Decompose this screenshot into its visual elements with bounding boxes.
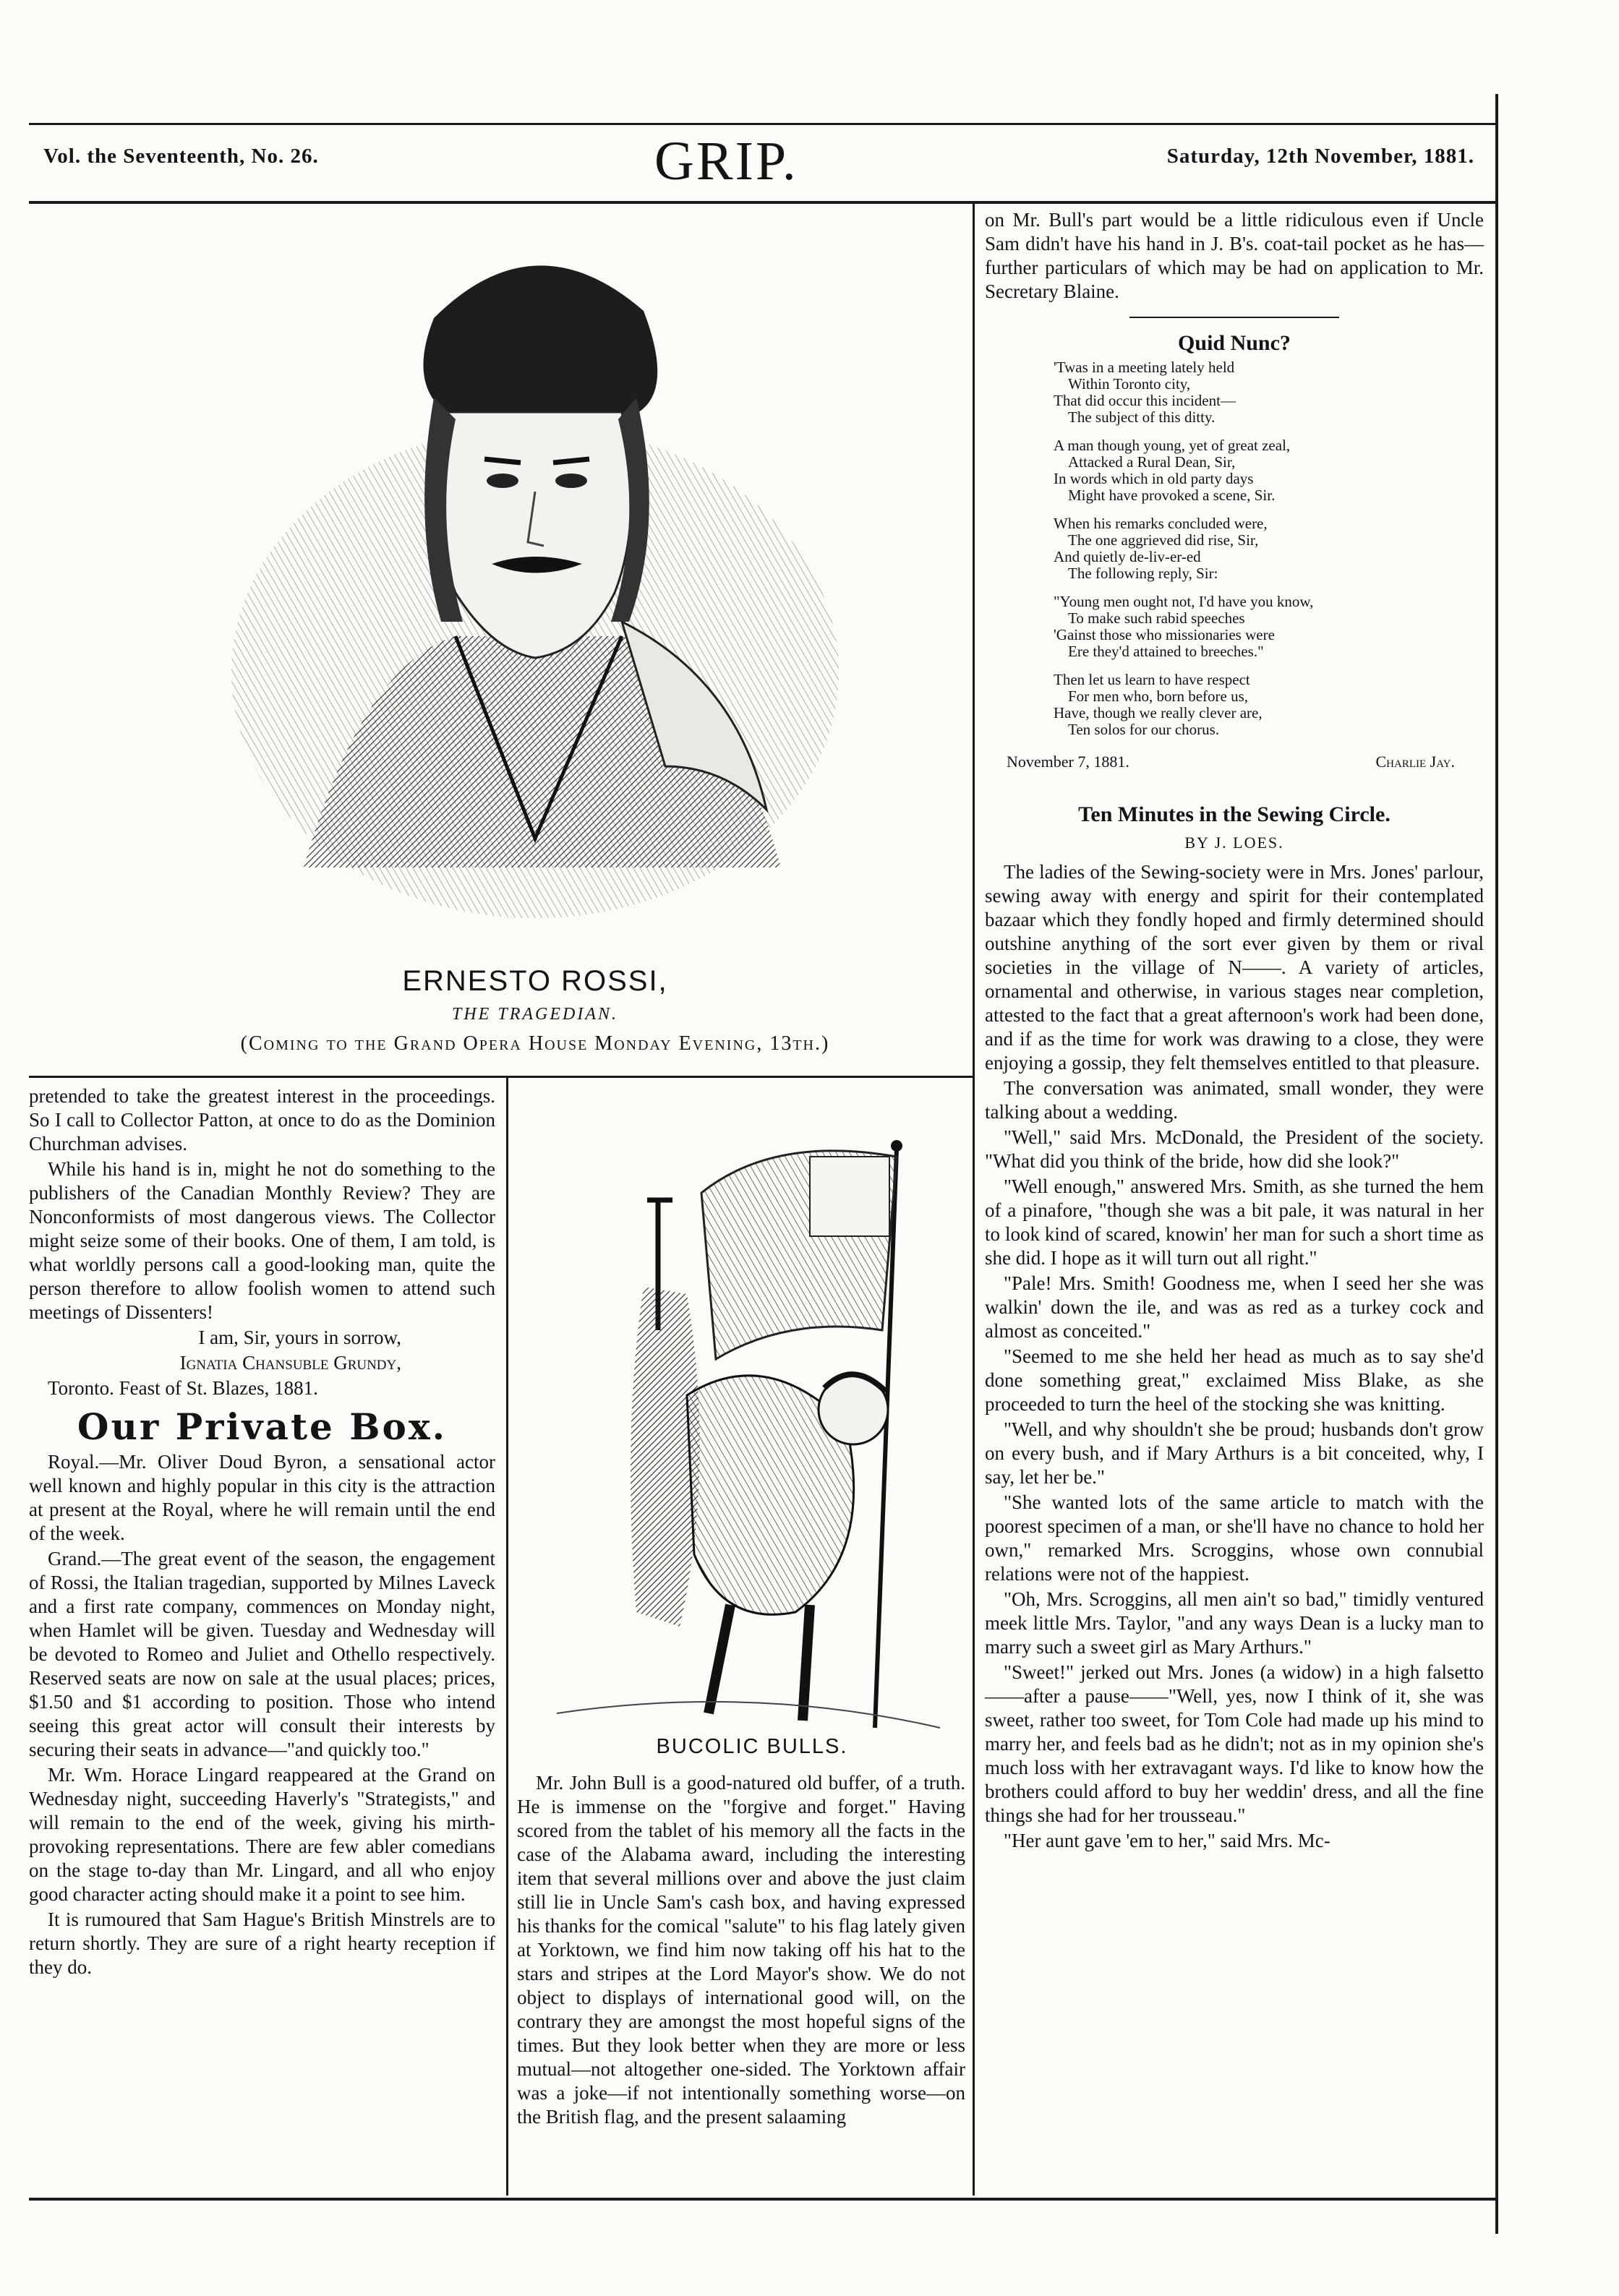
portrait-name: ERNESTO ROSSI, [402,965,668,997]
portrait-engraving [217,217,846,947]
box-paragraph: Royal.—Mr. Oliver Doud Byron, a sensational actor well known and highly popular in this city is the attraction at present at the Royal, where he will remain until the end of the week. [29,1451,495,1544]
poem-stanza [1054,359,1484,426]
top-rule [29,123,1497,125]
poem-line: The subject of this ditty. [1068,408,1216,426]
right-border [1495,94,1498,2234]
box-paragraph: It is rumoured that Sam Hague's British Minstrels are to return shortly. They are sure of a right hearty reception if they do. [29,1909,495,1978]
box-paragraph: Grand.—The great event of the season, the engagement of Rossi, the Italian tragedian, supported by Milnes Laveck and a first rate company, commences on Monday night, when Hamlet will be given. Tuesday and Wednesday will be devoted to Romeo and Juliet and Othello respectively. Reserved seats are now on sale at the usual places; prices, $1.50 and $1 according to position. Those who intend seeing this great actor will consult their interests by securing their seats in advance—"and quickly too." [29,1548,495,1760]
bottom-rule [29,2198,1497,2201]
poem [1054,359,1484,738]
poem-stanza [1054,437,1484,504]
article-byline: BY J. LOES. [1184,834,1284,852]
poem-line: The one aggrieved did rise, Sir, [1068,531,1259,549]
column-divider-left [506,1078,508,2196]
right-column [985,208,1484,1854]
poem-line: Have, though we really clever are, [1054,704,1263,721]
letter-closing: I am, Sir, yours in sorrow, [198,1327,401,1348]
article-paragraph: The ladies of the Sewing-society were in Mrs. Jones' parlour, sewing away with energy and spirit for their contemplated bazaar which they fondly hoped and firmly determined should outshine anything of the sort ever given by them or rival societies in the village of N——. A variety of articles, ornamental and otherwise, in various stages near completion, attested to the fact that a great afternoon's work had been done, and if as the time for work was drawing to a close, they were enjoying a gossip, they felt themselves entitled to that pleasure. [985,861,1484,1074]
poem-line: In words which in old party days [1054,470,1254,487]
middle-column [517,1771,965,2130]
article-title: Ten Minutes in the Sewing Circle. [1078,802,1391,826]
article-paragraph: "She wanted lots of the same article to match with the poorest specimen of a man, or she'll have no chance to hold her own," remarked Mrs. Scroggins, whose own connubial relations were not of the happiest. [985,1491,1484,1585]
box-paragraph: Mr. Wm. Horace Lingard reappeared at the Grand on Wednesday night, succeeding Haverly's "Strategists," and will remain to the end of the week, giving his mirth-provoking representations. There are few abler comedians on the stage to-day than Mr. Lingard, and all who enjoy good character acting should make it a point to see him. [29,1764,495,1905]
poem-line: A man though young, yet of great zeal, [1054,437,1291,454]
article-paragraph: "Her aunt gave 'em to her," said Mrs. Mc- [1004,1830,1330,1851]
section-heading: Our Private Box. [77,1405,448,1448]
masthead-rule [29,201,1497,204]
article-paragraph: "Oh, Mrs. Scroggins, all men ain't so bad," timidly ventured meek little Mrs. Taylor, "and any ways Dean is a lucky man to marry such a sweet girl as Mary Arthurs." [985,1588,1484,1658]
column-divider-right [973,204,975,2196]
article-paragraph: "Well, and why shouldn't she be proud; husbands don't grow on every bush, and if Mary Arthurs is a bit conceited, why, I say, let her be." [985,1418,1484,1488]
poem-line: "Young men ought not, I'd have you know, [1054,593,1314,610]
poem-stanza [1054,594,1484,660]
section-rule [1129,317,1339,318]
poem-line: Within Toronto city, [1068,375,1191,393]
poem-line: Ere they'd attained to breeches." [1068,643,1264,660]
volume-label: Vol. the Seventeenth, No. 26. [43,145,319,168]
poem-line: When his remarks concluded were, [1054,515,1268,532]
poem-line: That did occur this incident— [1054,392,1236,409]
portrait-subtitle: THE TRAGEDIAN. [452,1005,618,1024]
letter-signoff: Toronto. Feast of St. Blazes, 1881. [48,1377,318,1399]
poem-stanza [1054,672,1484,738]
poem-date: November 7, 1881. [1007,753,1129,771]
article-paragraph: The conversation was animated, small wonder, they were talking about a wedding. [985,1077,1484,1123]
poem-line: 'Gainst those who missionaries were [1054,626,1275,643]
letter-signature: Ignatia Chansuble Grundy, [179,1352,401,1374]
article-paragraph: "Well enough," answered Mrs. Smith, as she turned the hem of a pinafore, "though she was a bit pale, it was natural in her to look kind of scared, knowin' her man for such a short time as she did. I hope as it will turn out all right." [985,1175,1484,1269]
letter-paragraph: While his hand is in, might he not do something to the publishers of the Canadian Monthly Review? They are Nonconformists of most dangerous views. The Collector might seize some of their books. One of them, I am told, is what worldly persons call a good-looking man, quite the person therefore to allow foolish women to attend such meetings of Dissenters! [29,1158,495,1323]
editorial-paragraph: Mr. John Bull is a good-natured old buffer, of a truth. He is immense on the "forgive and forget." Having scored from the tablet of his memory all the facts in the case of the Alabama award, including the interesting item that several millions over and above the just claim still lie in Uncle Sam's cash box, and having expressed his thanks for the comical "salute" to his flag lately given at Yorktown, we find him now taking off his hat to the stars and stripes at the Lord Mayor's show. We do not object to displays of international good will, on the contrary they are amongst the most hopeful signs of the times. But they look better when they are more or less mutual—not altogether one-sided. The Yorktown affair was a joke—if not intentionally something worse—on the British flag, and the present salaaming [517,1772,965,2128]
cartoon-illustration [535,1106,962,1742]
left-column [29,1084,495,1981]
article-paragraph: "Pale! Mrs. Smith! Goodness me, when I seed her she was walkin' down the ile, and was as red as a turkey cock and almost as conceited." [985,1272,1484,1342]
poem-line: Attacked a Rural Dean, Sir, [1068,453,1236,471]
editorial-continued: on Mr. Bull's part would be a little ridiculous even if Uncle Sam didn't have his hand in J. B's. coat-tail pocket as he has—further particulars of which may be had on application to Mr. Secretary Blaine. [985,209,1484,302]
poem-line: Then let us learn to have respect [1054,671,1250,688]
poem-title: Quid Nunc? [1178,331,1291,355]
poem-line: For men who, born before us, [1068,687,1249,705]
poem-line: To make such rabid speeches [1068,609,1245,627]
poem-line: And quietly de-liv-er-ed [1054,548,1201,565]
article-paragraph: "Seemed to me she held her head as much as to say she'd done something great," exclaimed Miss Blake, as she proceeded to turn the heel of the stocking she was knitting. [985,1345,1484,1415]
poem-stanza [1054,515,1484,582]
poem-line: Might have provoked a scene, Sir. [1068,487,1276,504]
cartoon-caption: BUCOLIC BULLS. [656,1735,848,1758]
letter-paragraph: pretended to take the greatest interest in the proceedings. So I call to Collector Patton, at once to do as the Dominion Churchman advises. [29,1085,495,1155]
article-paragraph: "Sweet!" jerked out Mrs. Jones (a widow) in a high falsetto——after a pause——"Well, yes, now I think of it, she was sweet, rather too sweet, for Tom Cole had made up his mind to marry her, and feels bad as he didn't; not as in my opinion she's much loss with her extravagant ways. I'd like to know how the brothers could afford to buy her weddin' dress, and all the fine things she had for her trousseau." [985,1661,1484,1826]
poem-line: 'Twas in a meeting lately held [1054,359,1235,376]
poem-author: Charlie Jay. [1375,753,1455,771]
poem-line: Ten solos for our chorus. [1068,721,1220,738]
poem-footer [1007,750,1455,774]
newspaper-title: GRIP. [654,131,798,192]
issue-date: Saturday, 12th November, 1881. [1166,145,1474,168]
portrait-note: (Coming to the Grand Opera House Monday Evening, 13th.) [240,1032,830,1055]
poem-line: The following reply, Sir: [1068,565,1218,582]
article-paragraph: "Well," said Mrs. McDonald, the President of the society. "What did you think of the bride, how did she look?" [985,1126,1484,1172]
portrait-bottom-rule [29,1076,973,1078]
